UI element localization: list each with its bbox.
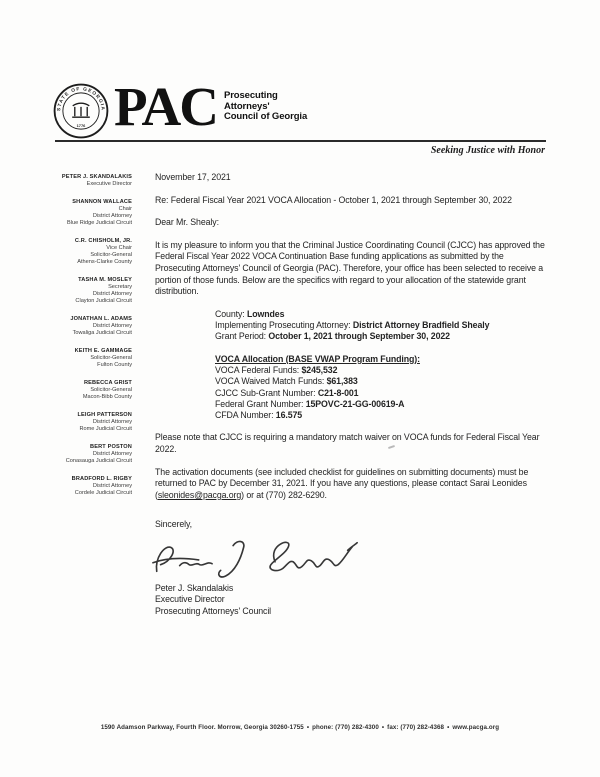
board-member-title: Clayton Judicial Circuit xyxy=(75,298,132,304)
paragraph-match-waiver: Please note that CJCC is requiring a mandatory match waiver on VOCA funds for Federal Fiscal Year 2022. xyxy=(155,432,540,455)
org-acronym: PAC xyxy=(114,76,217,137)
footer-fax: fax: (770) 282-4368 xyxy=(387,724,445,731)
allocation-item-label: CFDA Number: xyxy=(215,410,276,421)
paragraph-activation xyxy=(155,467,548,502)
board-member xyxy=(40,238,132,266)
board-member-title: Blue Ridge Judicial Circuit xyxy=(67,220,132,226)
allocation-items xyxy=(215,365,548,421)
allocation-item-value: $245,532 xyxy=(301,364,338,375)
board-member-title: District Attorney xyxy=(92,291,132,297)
board-member-title: Secretary xyxy=(108,284,132,290)
board-member-title: Fulton County xyxy=(97,362,132,368)
letterhead xyxy=(52,76,308,140)
allocation-item-line xyxy=(215,410,548,421)
allocation-item-label: CJCC Sub-Grant Number: xyxy=(215,387,318,398)
seal-arc-text: STATE OF GEORGIA xyxy=(57,87,105,112)
signoff-org: Prosecuting Attorneys' Council xyxy=(155,605,272,616)
footer-separator: • xyxy=(381,724,385,731)
board-member xyxy=(40,380,132,401)
allocation-item-value: $61,383 xyxy=(326,376,358,387)
allocation-item-label: VOCA Waived Match Funds: xyxy=(215,376,327,387)
board-member-name: REBECCA GRIST xyxy=(83,380,132,386)
paragraph-activation-text: The activation documents (see included checklist for guidelines on submitting documents) must be returned to PAC by December 31, 2021. If you have any questions, please contact Sarai Leonides ( xyxy=(155,466,529,500)
board-member-title: Solicitor-General xyxy=(90,355,132,361)
paragraph-activation-text: ) or at (770) 282-6290. xyxy=(241,489,327,500)
grant-detail-value: Lowndes xyxy=(246,308,285,319)
board-member-name: TASHA M. MOSLEY xyxy=(78,277,132,283)
signoff-block xyxy=(155,583,548,617)
grant-detail-value: October 1, 2021 through September 30, 2022 xyxy=(268,331,450,342)
closing: Sincerely, xyxy=(155,519,192,530)
board-member-title: District Attorney xyxy=(92,419,132,425)
board-member-name: BERT POSTON xyxy=(90,444,132,450)
allocation-item-line xyxy=(215,376,548,387)
georgia-state-seal-icon xyxy=(52,82,110,140)
board-member xyxy=(40,316,132,337)
org-name xyxy=(224,91,307,123)
board-member-title: Chair xyxy=(118,206,132,212)
allocation-item-line xyxy=(215,388,548,399)
signature-image xyxy=(151,533,361,583)
footer-website: www.pacga.org xyxy=(452,724,500,731)
footer xyxy=(0,724,600,731)
allocation-heading: VOCA Allocation (BASE VWAP Program Funding): xyxy=(215,353,420,364)
allocation-item-label: VOCA Federal Funds: xyxy=(215,364,302,375)
subject-line: Re: Federal Fiscal Year 2021 VOCA Allocation - October 1, 2021 through September 30, 2022 xyxy=(155,194,512,205)
allocation-item-value: 16.575 xyxy=(275,410,303,421)
board-member-title: District Attorney xyxy=(92,483,132,489)
allocation-item-line xyxy=(215,399,548,410)
board-member xyxy=(40,277,132,305)
seal-arch xyxy=(72,103,90,117)
board-member xyxy=(40,412,132,433)
board-member-title: Macon-Bibb County xyxy=(82,394,132,400)
board-member-title: Rome Judicial Circuit xyxy=(79,426,132,432)
board-member-title: Athens-Clarke County xyxy=(77,259,132,265)
footer-separator: • xyxy=(447,724,450,731)
board-member xyxy=(40,476,132,497)
board-member-title: District Attorney xyxy=(92,213,132,219)
board-list xyxy=(40,174,132,508)
salutation: Dear Mr. Shealy: xyxy=(155,217,219,228)
board-member-title: Solicitor-General xyxy=(90,252,132,258)
grant-detail-line xyxy=(215,309,548,320)
grant-detail-line xyxy=(215,320,548,331)
board-member-title: Conasauga Judicial Circuit xyxy=(65,458,132,464)
board-member-title: Executive Director xyxy=(86,181,132,187)
board-member-title: Cordele Judicial Circuit xyxy=(74,490,132,496)
signoff-title: Executive Director xyxy=(155,594,225,605)
board-member-title: District Attorney xyxy=(92,451,132,457)
grant-detail-value: District Attorney Bradfield Shealy xyxy=(352,320,490,331)
board-member-name: C.R. CHISHOLM, JR. xyxy=(74,238,132,244)
org-name-line: Prosecuting xyxy=(223,90,278,101)
board-member-name: JONATHAN L. ADAMS xyxy=(70,316,132,322)
board-member-title: Vice Chair xyxy=(106,245,132,251)
board-member-title: Towaliga Judicial Circuit xyxy=(72,330,132,336)
letter-body xyxy=(155,172,548,617)
board-member-name: KEITH E. GAMMAGE xyxy=(74,348,132,354)
footer-address: 1590 Adamson Parkway, Fourth Floor. Morrow, Georgia 30260-1755 xyxy=(100,724,304,731)
board-member-title: Solicitor-General xyxy=(90,387,132,393)
footer-phone: phone: (770) 282-4300 xyxy=(312,724,379,731)
board-member-name: SHANNON WALLACE xyxy=(72,199,132,205)
tagline: Seeking Justice with Honor xyxy=(430,145,545,156)
grant-detail-label: County: xyxy=(215,308,247,319)
board-member-name: BRADFORD L. RIGBY xyxy=(71,476,132,482)
grant-details xyxy=(215,309,548,343)
letter-date: November 17, 2021 xyxy=(155,172,231,182)
grant-detail-label: Grant Period: xyxy=(215,331,269,342)
allocation-item-line xyxy=(215,365,548,376)
org-name-line: Attorneys' xyxy=(223,100,270,112)
paragraph-intro: It is my pleasure to inform you that the Criminal Justice Coordinating Council (CJCC) has approved the Federal Fiscal Year 2022 VOCA Continuation Base funding applications as submitted by the Prosecuting Attorneys' Council of Georgia (PAC). Therefore, your office has been selected to receive a portion of those funds. Below are the specifics with regard to your allocation of the statewide grant distribution. xyxy=(155,239,545,297)
board-member xyxy=(40,199,132,227)
seal-year: 1776 xyxy=(76,123,86,129)
org-name-line: Council of Georgia xyxy=(223,111,308,122)
footer-separator: • xyxy=(306,724,310,731)
grant-detail-label: Implementing Prosecuting Attorney: xyxy=(215,320,353,331)
letterhead-rule xyxy=(55,140,546,142)
board-member-name: LEIGH PATTERSON xyxy=(77,412,132,418)
board-member xyxy=(40,174,132,188)
signoff-name: Peter J. Skandalakis xyxy=(155,582,234,593)
board-member-title: District Attorney xyxy=(92,323,132,329)
grant-detail-line xyxy=(215,331,548,342)
allocation-item-value: C21-8-001 xyxy=(317,387,359,398)
allocation-item-label: Federal Grant Number: xyxy=(215,398,306,409)
board-member-name: PETER J. SKANDALAKIS xyxy=(61,174,132,180)
allocation-item-value: 15POVC-21-GG-00619-A xyxy=(305,398,405,409)
board-member xyxy=(40,444,132,465)
email-link[interactable]: sleonides@pacga.org xyxy=(157,489,242,500)
board-member xyxy=(40,348,132,369)
